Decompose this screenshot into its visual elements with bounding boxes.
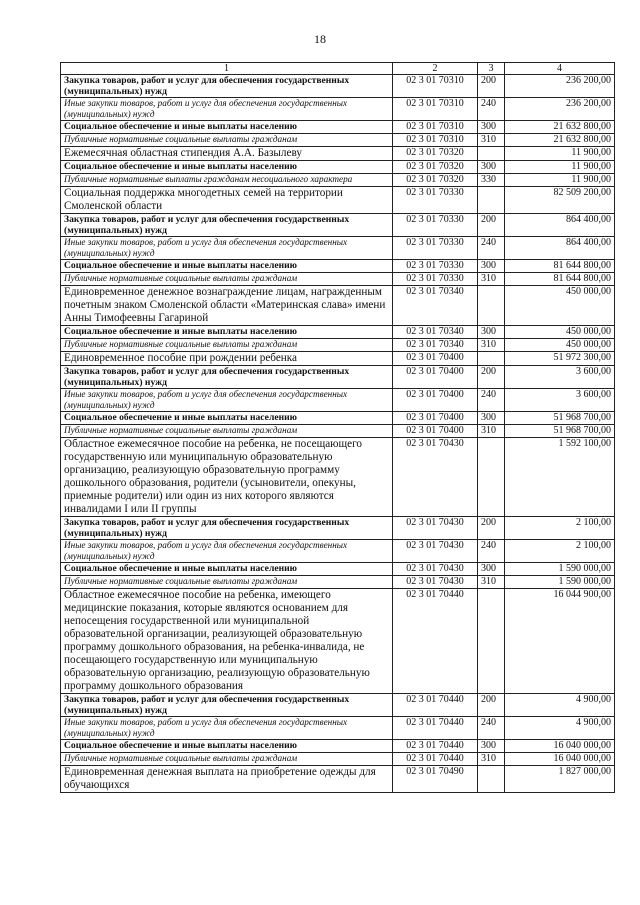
row-amount-cell: 21 632 800,00 — [505, 121, 615, 134]
row-name-cell: Областное ежемесячное пособие на ребенка, не посещающего государственную или муниципальную образовательную организацию, реализующую образовательную программу дошкольного образования, родители (усыновители, опекуны, приемные родители) или один из них которого являются инвалидами I или II группы — [61, 438, 393, 517]
row-name-cell: Единовременное денежное вознаграждение лицам, награжденным почетным знаком Смоленской области «Материнская слава» имени Анны Тимофеевны Гагариной — [61, 286, 393, 326]
row-amount-cell: 82 509 200,00 — [505, 187, 615, 214]
row-code-cell: 02 3 01 70430 — [393, 517, 478, 540]
table-row — [61, 75, 615, 98]
row-type-cell — [478, 187, 505, 214]
row-code-cell: 02 3 01 70340 — [393, 339, 478, 352]
row-name-cell: Иные закупки товаров, работ и услуг для обеспечения государственных (муниципальных) нужд — [61, 717, 393, 740]
table-row — [61, 352, 615, 366]
header-col-2: 2 — [393, 63, 478, 75]
table-row — [61, 589, 615, 694]
row-name-cell: Социальное обеспечение и иные выплаты населению — [61, 121, 393, 134]
row-name-cell: Областное ежемесячное пособие на ребенка, имеющего медицинские показания, которые являются основанием для непосещения государственной или муниципальной образовательной организации, реализующей образовательную программу дошкольного образования, на ребенка-инвалида, не посещающего государственную или муниципальную образовательную организацию, реализующую образовательную программу дошкольного образования — [61, 589, 393, 694]
table-header-row — [61, 63, 615, 75]
row-amount-cell: 1 590 000,00 — [505, 563, 615, 576]
table-row — [61, 576, 615, 589]
row-code-cell: 02 3 01 70340 — [393, 326, 478, 339]
row-amount-cell: 1 592 100,00 — [505, 438, 615, 517]
row-type-cell: 240 — [478, 237, 505, 260]
row-type-cell: 300 — [478, 326, 505, 339]
header-col-4: 4 — [505, 63, 615, 75]
row-type-cell: 240 — [478, 540, 505, 563]
table-row — [61, 425, 615, 438]
row-amount-cell: 4 900,00 — [505, 717, 615, 740]
row-type-cell: 330 — [478, 174, 505, 187]
row-name-cell: Иные закупки товаров, работ и услуг для обеспечения государственных (муниципальных) нужд — [61, 98, 393, 121]
row-type-cell — [478, 766, 505, 793]
row-code-cell: 02 3 01 70490 — [393, 766, 478, 793]
row-type-cell: 240 — [478, 717, 505, 740]
row-amount-cell: 1 590 000,00 — [505, 576, 615, 589]
row-amount-cell: 450 000,00 — [505, 326, 615, 339]
table-body — [61, 75, 615, 793]
table-row — [61, 260, 615, 273]
row-amount-cell: 81 644 800,00 — [505, 260, 615, 273]
row-name-cell: Социальное обеспечение и иные выплаты населению — [61, 326, 393, 339]
row-amount-cell: 11 900,00 — [505, 147, 615, 161]
row-name-cell: Закупка товаров, работ и услуг для обеспечения государственных (муниципальных) нужд — [61, 517, 393, 540]
row-name-cell: Закупка товаров, работ и услуг для обеспечения государственных (муниципальных) нужд — [61, 694, 393, 717]
row-amount-cell: 236 200,00 — [505, 75, 615, 98]
row-amount-cell: 4 900,00 — [505, 694, 615, 717]
table-row — [61, 326, 615, 339]
row-name-cell: Публичные нормативные социальные выплаты гражданам — [61, 273, 393, 286]
row-code-cell: 02 3 01 70440 — [393, 740, 478, 753]
row-amount-cell: 2 100,00 — [505, 517, 615, 540]
row-amount-cell: 2 100,00 — [505, 540, 615, 563]
row-code-cell: 02 3 01 70430 — [393, 576, 478, 589]
row-amount-cell: 450 000,00 — [505, 339, 615, 352]
table-row — [61, 540, 615, 563]
table-row — [61, 147, 615, 161]
header-col-1: 1 — [61, 63, 393, 75]
row-name-cell: Закупка товаров, работ и услуг для обеспечения государственных (муниципальных) нужд — [61, 214, 393, 237]
row-code-cell: 02 3 01 70430 — [393, 563, 478, 576]
row-type-cell: 300 — [478, 740, 505, 753]
row-type-cell — [478, 286, 505, 326]
row-name-cell: Ежемесячная областная стипендия А.А. Базылеву — [61, 147, 393, 161]
table-row — [61, 389, 615, 412]
row-name-cell: Социальное обеспечение и иные выплаты населению — [61, 412, 393, 425]
row-type-cell: 310 — [478, 273, 505, 286]
row-amount-cell: 450 000,00 — [505, 286, 615, 326]
row-name-cell: Единовременная денежная выплата на приобретение одежды для обучающихся — [61, 766, 393, 793]
header-col-3: 3 — [478, 63, 505, 75]
row-type-cell: 240 — [478, 389, 505, 412]
row-type-cell: 310 — [478, 134, 505, 147]
table-row — [61, 438, 615, 517]
row-code-cell: 02 3 01 70400 — [393, 425, 478, 438]
row-name-cell: Единовременное пособие при рождении ребенка — [61, 352, 393, 366]
table-row — [61, 366, 615, 389]
row-amount-cell: 51 968 700,00 — [505, 412, 615, 425]
row-code-cell: 02 3 01 70400 — [393, 389, 478, 412]
row-name-cell: Иные закупки товаров, работ и услуг для обеспечения государственных (муниципальных) нужд — [61, 540, 393, 563]
table-row — [61, 766, 615, 793]
row-name-cell: Публичные нормативные социальные выплаты гражданам — [61, 753, 393, 766]
row-name-cell: Социальное обеспечение и иные выплаты населению — [61, 161, 393, 174]
table-row — [61, 740, 615, 753]
row-code-cell: 02 3 01 70430 — [393, 438, 478, 517]
row-type-cell: 300 — [478, 563, 505, 576]
row-code-cell: 02 3 01 70320 — [393, 147, 478, 161]
row-amount-cell: 3 600,00 — [505, 389, 615, 412]
table-row — [61, 174, 615, 187]
row-code-cell: 02 3 01 70320 — [393, 161, 478, 174]
row-name-cell: Публичные нормативные социальные выплаты гражданам — [61, 425, 393, 438]
row-amount-cell: 51 968 700,00 — [505, 425, 615, 438]
row-code-cell: 02 3 01 70430 — [393, 540, 478, 563]
row-name-cell: Публичные нормативные социальные выплаты гражданам — [61, 576, 393, 589]
row-amount-cell: 16 040 000,00 — [505, 740, 615, 753]
row-name-cell: Иные закупки товаров, работ и услуг для обеспечения государственных (муниципальных) нужд — [61, 237, 393, 260]
row-code-cell: 02 3 01 70310 — [393, 98, 478, 121]
row-amount-cell: 864 400,00 — [505, 214, 615, 237]
table-row — [61, 98, 615, 121]
row-code-cell: 02 3 01 70340 — [393, 286, 478, 326]
row-type-cell: 310 — [478, 753, 505, 766]
table-row — [61, 187, 615, 214]
row-code-cell: 02 3 01 70310 — [393, 134, 478, 147]
row-amount-cell: 3 600,00 — [505, 366, 615, 389]
table-row — [61, 237, 615, 260]
row-code-cell: 02 3 01 70400 — [393, 412, 478, 425]
table-row — [61, 121, 615, 134]
row-code-cell: 02 3 01 70330 — [393, 273, 478, 286]
row-amount-cell: 81 644 800,00 — [505, 273, 615, 286]
row-type-cell: 300 — [478, 260, 505, 273]
row-amount-cell: 1 827 000,00 — [505, 766, 615, 793]
row-code-cell: 02 3 01 70320 — [393, 174, 478, 187]
table-row — [61, 214, 615, 237]
row-name-cell: Закупка товаров, работ и услуг для обеспечения государственных (муниципальных) нужд — [61, 366, 393, 389]
row-code-cell: 02 3 01 70330 — [393, 187, 478, 214]
row-amount-cell: 21 632 800,00 — [505, 134, 615, 147]
row-code-cell: 02 3 01 70310 — [393, 75, 478, 98]
row-code-cell: 02 3 01 70440 — [393, 717, 478, 740]
row-name-cell: Социальное обеспечение и иные выплаты населению — [61, 260, 393, 273]
row-name-cell: Публичные нормативные выплаты гражданам несоциального характера — [61, 174, 393, 187]
row-code-cell: 02 3 01 70440 — [393, 694, 478, 717]
table-row — [61, 286, 615, 326]
row-code-cell: 02 3 01 70330 — [393, 260, 478, 273]
row-type-cell: 300 — [478, 412, 505, 425]
row-type-cell: 310 — [478, 576, 505, 589]
row-name-cell: Публичные нормативные социальные выплаты гражданам — [61, 134, 393, 147]
table-row — [61, 134, 615, 147]
table-row — [61, 273, 615, 286]
row-amount-cell: 236 200,00 — [505, 98, 615, 121]
row-type-cell: 200 — [478, 214, 505, 237]
table-row — [61, 563, 615, 576]
row-type-cell: 200 — [478, 517, 505, 540]
row-type-cell — [478, 147, 505, 161]
row-amount-cell: 16 040 000,00 — [505, 753, 615, 766]
row-type-cell: 300 — [478, 161, 505, 174]
row-type-cell — [478, 438, 505, 517]
table-row — [61, 161, 615, 174]
row-name-cell: Иные закупки товаров, работ и услуг для обеспечения государственных (муниципальных) нужд — [61, 389, 393, 412]
table-row — [61, 753, 615, 766]
row-type-cell: 310 — [478, 425, 505, 438]
row-amount-cell: 11 900,00 — [505, 174, 615, 187]
row-name-cell: Социальное обеспечение и иные выплаты населению — [61, 563, 393, 576]
row-name-cell: Социальное обеспечение и иные выплаты населению — [61, 740, 393, 753]
row-amount-cell: 16 044 900,00 — [505, 589, 615, 694]
row-code-cell: 02 3 01 70310 — [393, 121, 478, 134]
row-type-cell: 240 — [478, 98, 505, 121]
row-type-cell: 200 — [478, 366, 505, 389]
table-row — [61, 412, 615, 425]
row-name-cell: Социальная поддержка многодетных семей на территории Смоленской области — [61, 187, 393, 214]
margin-scribble — [6, 770, 36, 840]
row-code-cell: 02 3 01 70400 — [393, 366, 478, 389]
row-code-cell: 02 3 01 70400 — [393, 352, 478, 366]
table-row — [61, 517, 615, 540]
table-row — [61, 694, 615, 717]
row-type-cell — [478, 352, 505, 366]
row-type-cell: 200 — [478, 75, 505, 98]
table-row — [61, 339, 615, 352]
row-code-cell: 02 3 01 70440 — [393, 753, 478, 766]
row-code-cell: 02 3 01 70330 — [393, 214, 478, 237]
row-type-cell: 300 — [478, 121, 505, 134]
row-name-cell: Публичные нормативные социальные выплаты гражданам — [61, 339, 393, 352]
row-name-cell: Закупка товаров, работ и услуг для обеспечения государственных (муниципальных) нужд — [61, 75, 393, 98]
budget-table — [60, 62, 615, 793]
table-row — [61, 717, 615, 740]
page-number: 18 — [314, 32, 326, 46]
row-amount-cell: 51 972 300,00 — [505, 352, 615, 366]
row-type-cell — [478, 589, 505, 694]
row-code-cell: 02 3 01 70440 — [393, 589, 478, 694]
row-amount-cell: 11 900,00 — [505, 161, 615, 174]
row-amount-cell: 864 400,00 — [505, 237, 615, 260]
row-code-cell: 02 3 01 70330 — [393, 237, 478, 260]
row-type-cell: 200 — [478, 694, 505, 717]
row-type-cell: 310 — [478, 339, 505, 352]
